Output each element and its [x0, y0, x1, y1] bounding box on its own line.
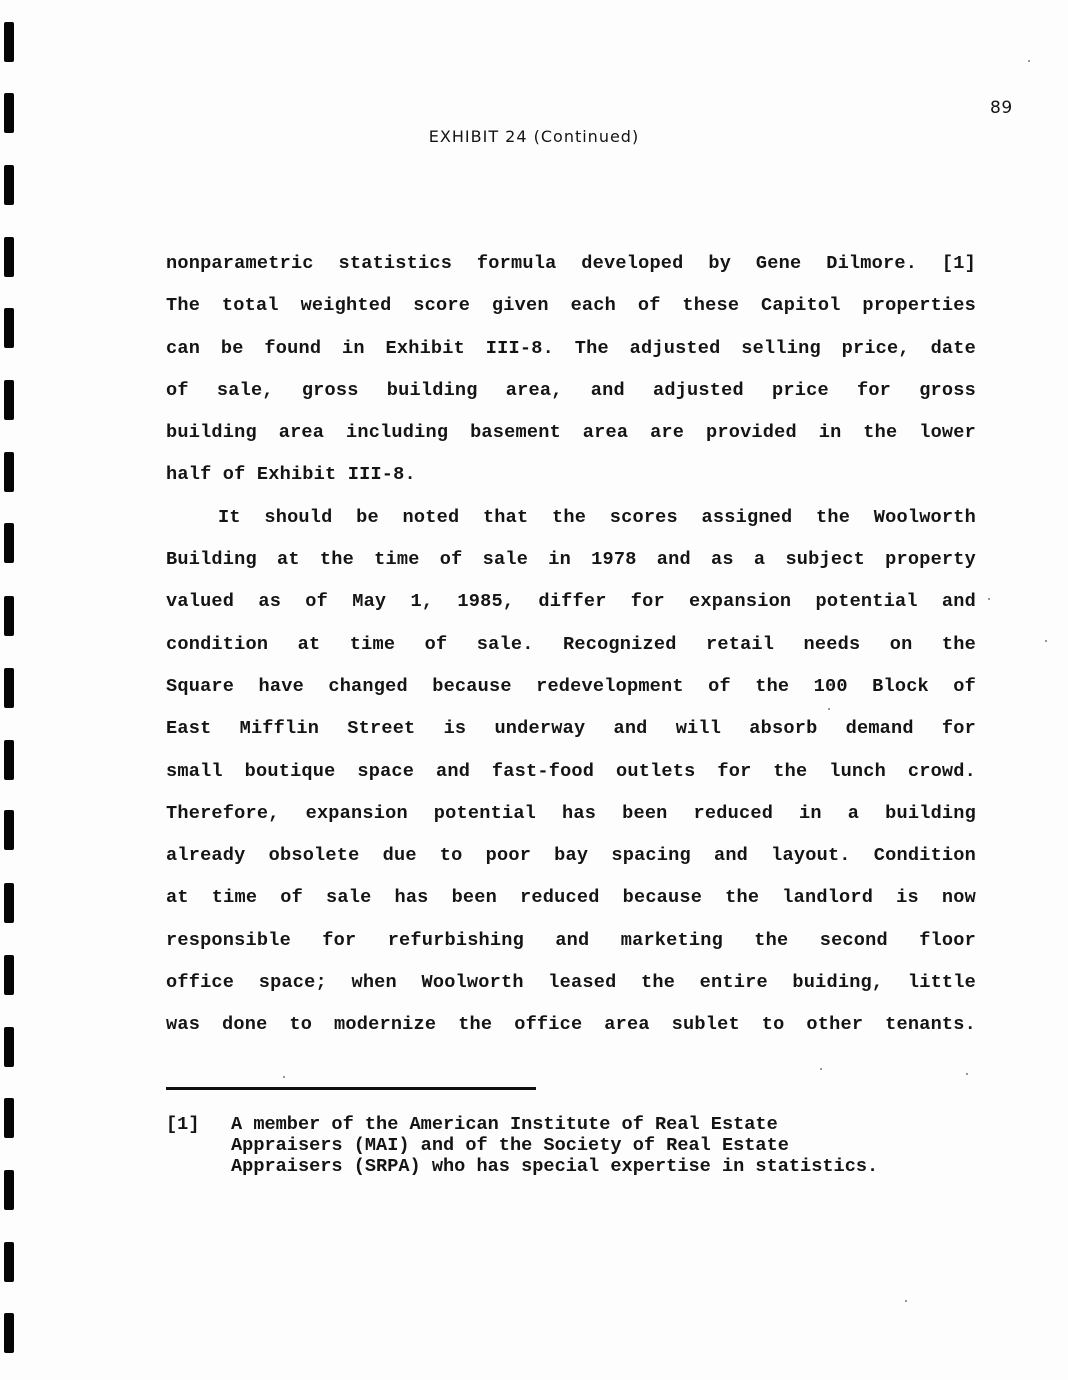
body-line: valued as of May 1, 1985, differ for expansion potential and — [166, 591, 976, 613]
body-line: small boutique space and fast-food outlets for the lunch crowd. — [166, 760, 976, 782]
scan-speck — [966, 1073, 968, 1075]
binding-mark — [4, 810, 14, 850]
body-line: was done to modernize the office area sublet to other tenants. — [166, 1014, 976, 1036]
body-line: Square have changed because redevelopment of the 100 Block of — [166, 675, 976, 697]
body-line: half of Exhibit III-8. — [166, 464, 416, 486]
body-line: of sale, gross building area, and adjusted price for gross — [166, 379, 976, 401]
page-number: 89 — [990, 98, 1013, 118]
binding-mark — [4, 523, 14, 563]
binding-mark — [4, 165, 14, 205]
body-line: at time of sale has been reduced because the landlord is now — [166, 887, 976, 909]
binding-mark — [4, 883, 14, 923]
body-text — [166, 243, 976, 1047]
body-line: responsible for refurbishing and marketing the second floor — [166, 929, 976, 951]
binding-mark — [4, 1027, 14, 1067]
binding-mark — [4, 380, 14, 420]
footnote-line: Appraisers (MAI) and of the Society of Real Estate — [231, 1135, 789, 1156]
binding-mark — [4, 1242, 14, 1282]
scan-speck — [1045, 640, 1047, 642]
body-line: It should be noted that the scores assigned the Woolworth — [218, 506, 976, 528]
footnote-divider — [166, 1087, 536, 1090]
scan-speck — [1028, 60, 1030, 62]
footnote-text — [231, 1114, 991, 1177]
binding-mark — [4, 452, 14, 492]
footnote-marker: [1] — [166, 1114, 200, 1135]
body-line: The total weighted score given each of these Capitol properties — [166, 295, 976, 317]
scan-speck — [988, 598, 990, 600]
binding-mark — [4, 668, 14, 708]
scan-speck — [905, 1300, 907, 1302]
body-line: office space; when Woolworth leased the entire buiding, little — [166, 972, 976, 994]
body-line: Building at the time of sale in 1978 and as a subject property — [166, 549, 976, 571]
binding-mark — [4, 1098, 14, 1138]
binding-marks — [0, 0, 20, 1380]
binding-mark — [4, 740, 14, 780]
binding-mark — [4, 237, 14, 277]
scan-speck — [820, 1068, 822, 1070]
body-line: can be found in Exhibit III-8. The adjusted selling price, date — [166, 337, 976, 359]
footnote-line: A member of the American Institute of Real Estate — [231, 1114, 778, 1135]
body-line: Therefore, expansion potential has been reduced in a building — [166, 802, 976, 824]
footnote-line: Appraisers (SRPA) who has special expertise in statistics. — [231, 1156, 879, 1177]
binding-mark — [4, 1313, 14, 1353]
body-line: East Mifflin Street is underway and will absorb demand for — [166, 718, 976, 740]
exhibit-title: EXHIBIT 24 (Continued) — [428, 127, 640, 146]
binding-mark — [4, 596, 14, 636]
binding-mark — [4, 308, 14, 348]
body-line: nonparametric statistics formula developed by Gene Dilmore. [1] — [166, 253, 976, 274]
scan-speck — [828, 708, 830, 710]
scan-speck — [283, 1076, 285, 1078]
binding-mark — [4, 1170, 14, 1210]
binding-mark — [4, 955, 14, 995]
body-line: already obsolete due to poor bay spacing and layout. Condition — [166, 845, 976, 867]
body-line: condition at time of sale. Recognized retail needs on the — [166, 633, 976, 655]
body-line: building area including basement area are provided in the lower — [166, 422, 976, 444]
binding-mark — [4, 22, 14, 62]
